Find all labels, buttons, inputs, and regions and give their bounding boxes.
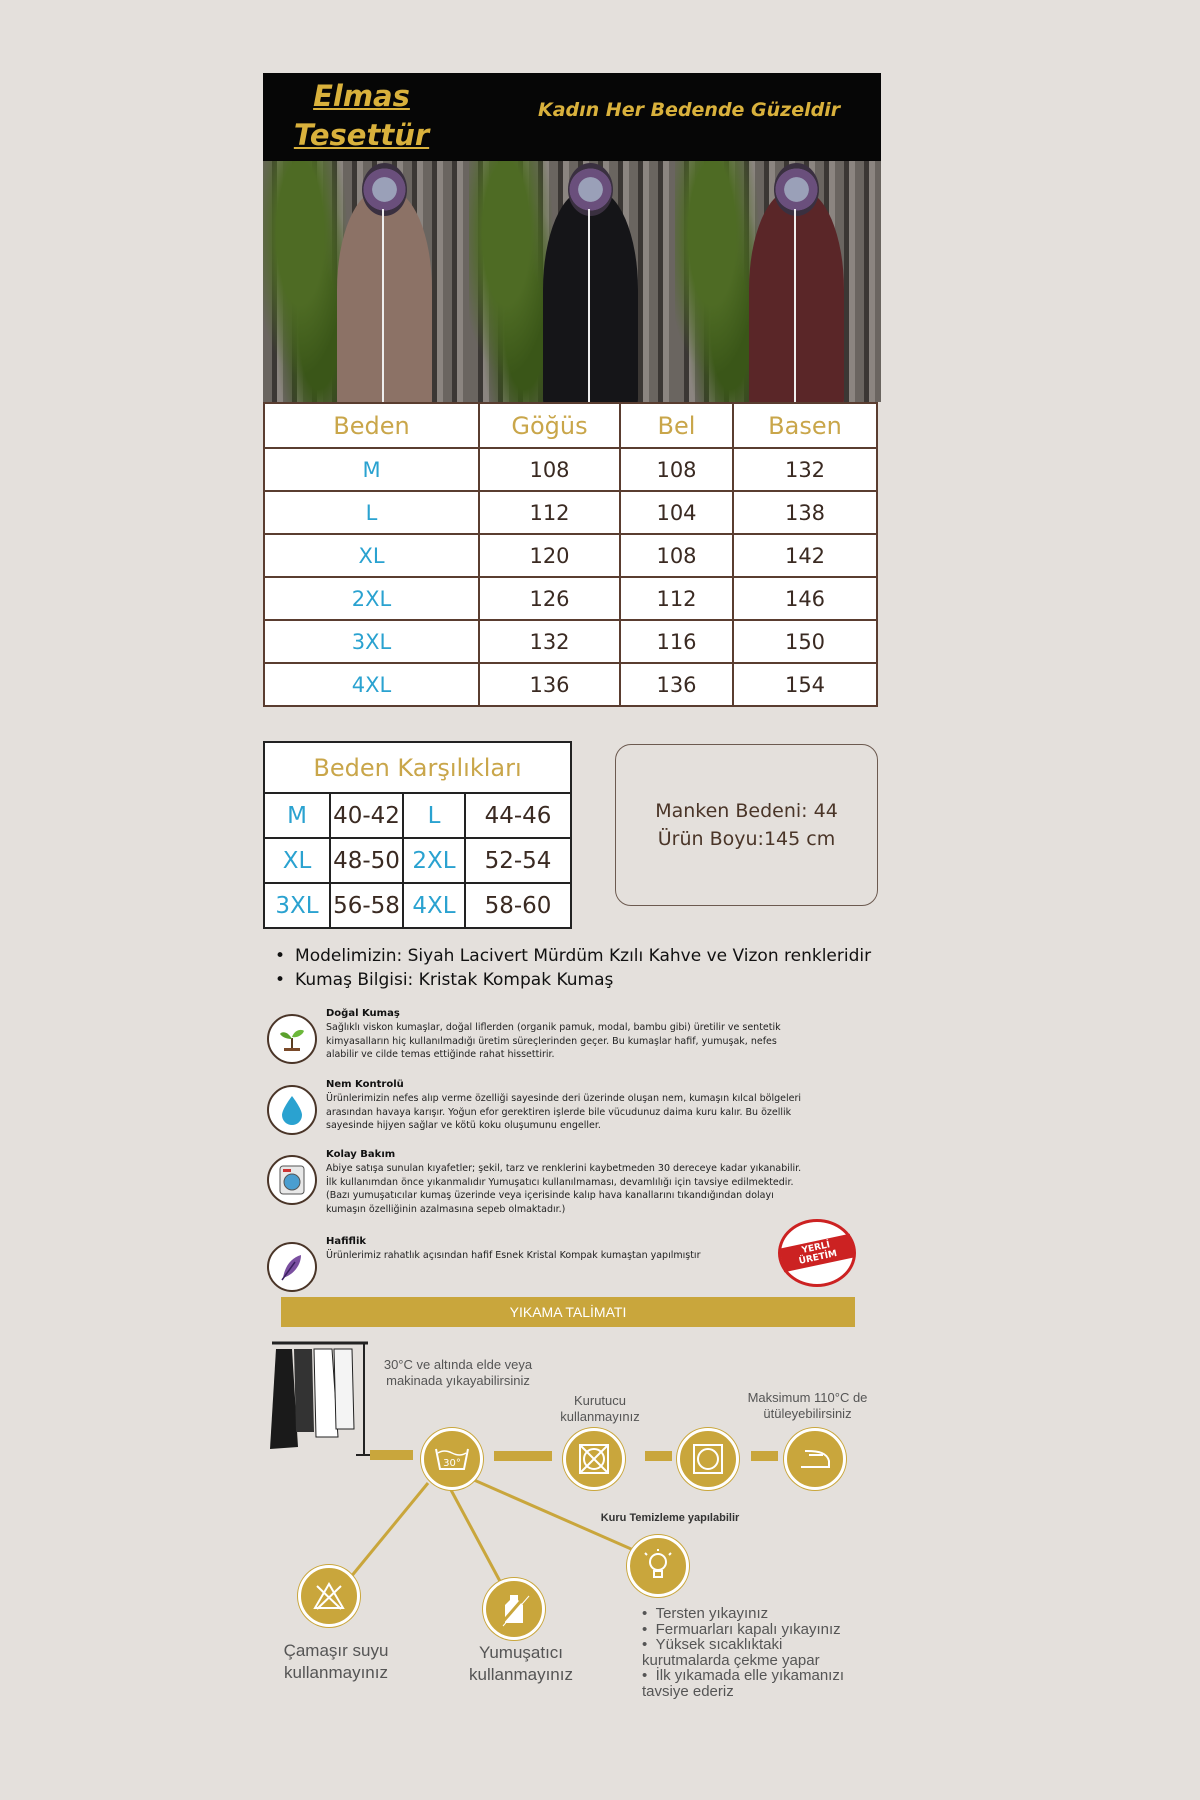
list-item: • Tersten yıkayınız <box>642 1605 769 1622</box>
feature-text: Abiye satışa sunulan kıyafetler; şekil, tarz ve renklerini kaybetmeden 30 dereceye kadar yıkanabilir. İlk kullanımdan önce yıkanmalıdır Yumuşatıcı kullanılmaması, devamlılığı için tavsiye edilmektedir. (Bazı yumuşatıcılar kumaş üzerinde veya içerisinde kalıp hava kanallarını tıkandığından dolayı kumaşın özelliğinin azalmasına sepeb olmaktadır.) <box>326 1163 802 1215</box>
model-size: Manken Bedeni: 44 <box>655 800 838 822</box>
table-cell: 132 <box>479 620 620 663</box>
size-cell: 3XL <box>264 620 479 663</box>
care-tip: İlk yıkamada elle yıkamanızı tavsiye ederiz <box>642 1667 845 1700</box>
table-cell: 136 <box>479 663 620 706</box>
table-cell: 142 <box>733 534 877 577</box>
size-cell: 4XL <box>264 663 479 706</box>
iron-icon <box>784 1428 846 1490</box>
table-cell: 136 <box>620 663 733 706</box>
feature-title: Doğal Kumaş <box>326 1008 400 1019</box>
tumble-dry-icon <box>677 1428 739 1490</box>
no-bleach-label: Çamaşır suyu kullanmayınız <box>283 1641 389 1682</box>
table-cell: 138 <box>733 491 877 534</box>
feature-title: Nem Kontrolü <box>326 1079 404 1090</box>
size-cell: L <box>403 793 465 838</box>
brand-line-1: Elmas <box>313 79 410 113</box>
feature-title: Kolay Bakım <box>326 1149 396 1160</box>
table-cell: 104 <box>620 491 733 534</box>
product-length: Ürün Boyu:145 cm <box>657 828 836 850</box>
table-cell: 108 <box>479 448 620 491</box>
no-softener-icon <box>483 1578 545 1640</box>
no-tumble-dry-icon <box>563 1428 625 1490</box>
wash-30-label: 30°C ve altında elde veya makinada yıkayabilirsiniz <box>383 1357 533 1388</box>
col-header: Göğüs <box>479 403 620 448</box>
table-cell: 108 <box>620 534 733 577</box>
table-cell: 150 <box>733 620 877 663</box>
no-bleach-icon <box>298 1565 360 1627</box>
table-cell: 120 <box>479 534 620 577</box>
feature-text: Ürünlerimiz rahatlık açısından hafif Esnek Kristal Kompak kumaştan yapılmıştır <box>326 1250 701 1261</box>
table-cell: 40-42 <box>330 793 403 838</box>
table-cell: 44-46 <box>465 793 571 838</box>
table-cell: 108 <box>620 448 733 491</box>
table-cell: 112 <box>479 491 620 534</box>
size-cell: M <box>264 793 330 838</box>
iron-label: Maksimum 110°C de ütüleyebilirsiniz <box>747 1390 868 1421</box>
table-cell: 126 <box>479 577 620 620</box>
table-cell: 56-58 <box>330 883 403 928</box>
size-cell: 4XL <box>403 883 465 928</box>
care-tips-list <box>617 1606 882 1699</box>
col-header: Basen <box>733 403 877 448</box>
size-cell: 2XL <box>264 577 479 620</box>
table-cell: 48-50 <box>330 838 403 883</box>
table-cell: 132 <box>733 448 877 491</box>
col-header: Beden <box>264 403 479 448</box>
col-header: Bel <box>620 403 733 448</box>
dry-clean-icon <box>627 1535 689 1597</box>
no-dryer-label: Kurutucu kullanmayınız <box>560 1393 640 1424</box>
care-tip: Fermuarları kapalı yıkayınız <box>655 1620 841 1638</box>
size-cell: 3XL <box>264 883 330 928</box>
table-cell: 154 <box>733 663 877 706</box>
equivalents-title: Beden Karşılıkları <box>264 742 571 793</box>
table-cell: 116 <box>620 620 733 663</box>
feature-title: Hafiflik <box>326 1236 367 1247</box>
tagline: Kadın Her Bedende Güzeldir <box>538 99 841 121</box>
feature-text: Sağlıklı viskon kumaşlar, doğal liflerden (organik pamuk, modal, bambu gibi) üretilir ve sentetik kimyasalların hiç kullanılmadığı üretim süreçlerinden geçer. Bu kumaşlar hafif, yumuşak, nefes alabilir ve cilde temas ettiğinde rahat hissettirir. <box>326 1022 781 1060</box>
table-cell: 146 <box>733 577 877 620</box>
brand-line-2: Tesettür <box>293 118 430 152</box>
wash-instructions-title: YIKAMA TALİMATI <box>281 1297 855 1327</box>
list-item: • İlk yıkamada elle yıkamanızı tavsiye ederiz <box>642 1667 845 1700</box>
list-item: • Yüksek sıcaklıktaki kurutmalarda çekme yapar <box>642 1636 820 1669</box>
bullet-fabric: • Kumaş Bilgisi: Kristak Kompak Kumaş <box>275 968 871 992</box>
care-tip: Yüksek sıcaklıktaki kurutmalarda çekme yapar <box>642 1636 820 1669</box>
size-cell: XL <box>264 534 479 577</box>
no-softener-label: Yumuşatıcı kullanmayınız <box>469 1643 573 1684</box>
list-item: • Fermuarları kapalı yıkayınız <box>642 1620 841 1638</box>
table-cell: 52-54 <box>465 838 571 883</box>
wash-30-icon <box>421 1428 483 1490</box>
care-tip: Tersten yıkayınız <box>655 1605 769 1622</box>
size-cell: M <box>264 448 479 491</box>
table-cell: 58-60 <box>465 883 571 928</box>
wash-30-icon-text: 30° <box>443 1458 461 1469</box>
size-cell: 2XL <box>403 838 465 883</box>
seal-text: YERLİ ÜRETİM <box>779 1234 854 1272</box>
table-cell: 112 <box>620 577 733 620</box>
bullet-colors: • Modelimizin: Siyah Lacivert Mürdüm Kzılı Kahve ve Vizon renkleridir <box>275 944 871 968</box>
feature-text: Ürünlerimizin nefes alıp verme özelliği sayesinde deri üzerinde oluşan nem, kumaşın kılcal bölgeleri arasından havaya karışır. Yoğun efor gerektiren işlerde bile vücudunuz daima kuru kalır. Bu özellik sayesinde hijyen sağlar ve kötü koku oluşumunu engeller. <box>326 1093 801 1131</box>
size-cell: L <box>264 491 479 534</box>
dry-clean-label: Kuru Temizleme yapılabilir <box>600 1512 740 1524</box>
size-cell: XL <box>264 838 330 883</box>
